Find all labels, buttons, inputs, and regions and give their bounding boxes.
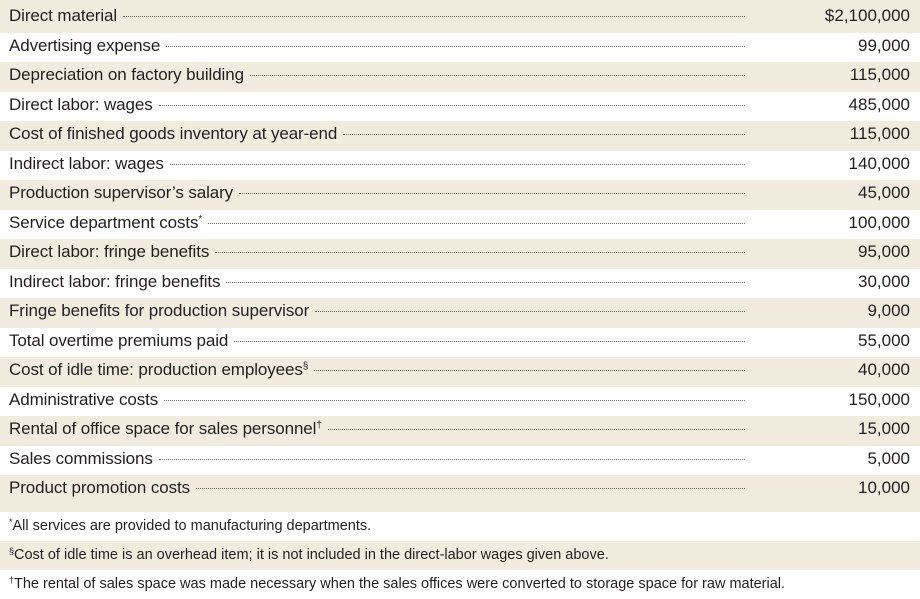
- row-label: Indirect labor: fringe benefits: [9, 271, 221, 291]
- table-row: [0, 387, 920, 417]
- row-label: Administrative costs: [9, 389, 159, 409]
- row-value: 30,000: [858, 271, 910, 291]
- row-value: 5,000: [867, 448, 910, 468]
- row-label: Service department costs*: [9, 212, 203, 232]
- table-row: [0, 475, 920, 505]
- dot-leader: [328, 429, 745, 430]
- dot-leader: [159, 459, 745, 460]
- table-row: [0, 62, 920, 92]
- footnote-idle-time: §Cost of idle time is an overhead item; it is not included in the direct-labor wages given above.: [0, 541, 920, 570]
- dot-leader: [215, 252, 745, 253]
- dot-leader: [166, 46, 745, 47]
- dot-leader: [196, 488, 745, 489]
- row-value: 115,000: [849, 65, 910, 84]
- row-label: Sales commissions: [9, 448, 153, 468]
- row-value: 485,000: [848, 94, 910, 114]
- row-label: Product promotion costs: [9, 478, 191, 497]
- row-value: 95,000: [858, 242, 910, 261]
- row-value: 150,000: [848, 389, 910, 409]
- dot-leader: [226, 282, 745, 283]
- dot-leader: [234, 341, 745, 342]
- table-row: [0, 180, 920, 210]
- row-value: 9,000: [867, 301, 910, 320]
- row-value: 15,000: [858, 419, 910, 438]
- footnotes: [0, 512, 920, 599]
- table-row: [0, 446, 920, 476]
- table-row: [0, 151, 920, 181]
- dot-leader: [315, 311, 745, 312]
- row-label: Cost of idle time: production employees§: [9, 360, 309, 379]
- table-row: [0, 298, 920, 328]
- table-row: [0, 269, 920, 299]
- dot-leader: [164, 400, 745, 401]
- table-row: [0, 416, 920, 446]
- row-value: 140,000: [848, 153, 910, 173]
- row-value: 100,000: [848, 212, 910, 232]
- row-label: Production supervisor’s salary: [9, 183, 234, 202]
- dot-leader: [250, 75, 745, 76]
- table-row: [0, 33, 920, 63]
- row-label: Fringe benefits for production supervisor: [9, 301, 310, 320]
- table-row: [0, 357, 920, 387]
- dot-leader: [208, 223, 745, 224]
- row-label: Direct material: [9, 6, 118, 25]
- row-value: 10,000: [858, 478, 910, 497]
- dot-leader: [123, 16, 745, 17]
- row-label: Depreciation on factory building: [9, 65, 244, 84]
- dot-leader: [159, 105, 745, 106]
- row-value: 45,000: [858, 183, 910, 202]
- table-row: [0, 210, 920, 240]
- row-value: 40,000: [858, 360, 910, 379]
- dot-leader: [343, 134, 745, 135]
- footnote-rental: †The rental of sales space was made necessary when the sales offices were converted to storage space for raw material.: [0, 570, 920, 599]
- row-label: Rental of office space for sales personnel†: [9, 419, 322, 438]
- row-value: $2,100,000: [824, 6, 910, 25]
- table-row: [0, 239, 920, 269]
- row-value: 55,000: [858, 330, 910, 350]
- table-row: [0, 121, 920, 151]
- row-value: 115,000: [849, 124, 910, 143]
- footnote-services: *All services are provided to manufacturing departments.: [0, 512, 920, 541]
- cost-table: [0, 3, 920, 505]
- dot-leader: [239, 193, 745, 194]
- row-label: Advertising expense: [9, 35, 161, 55]
- row-label: Direct labor: wages: [9, 94, 153, 114]
- dot-leader: [170, 164, 745, 165]
- row-label: Cost of finished goods inventory at year-end: [9, 124, 338, 143]
- row-label: Direct labor: fringe benefits: [9, 242, 210, 261]
- table-row: [0, 328, 920, 358]
- row-value: 99,000: [858, 35, 910, 55]
- dot-leader: [314, 370, 745, 371]
- table-row: [0, 3, 920, 33]
- row-label: Total overtime premiums paid: [9, 330, 229, 350]
- row-label: Indirect labor: wages: [9, 153, 164, 173]
- table-row: [0, 92, 920, 122]
